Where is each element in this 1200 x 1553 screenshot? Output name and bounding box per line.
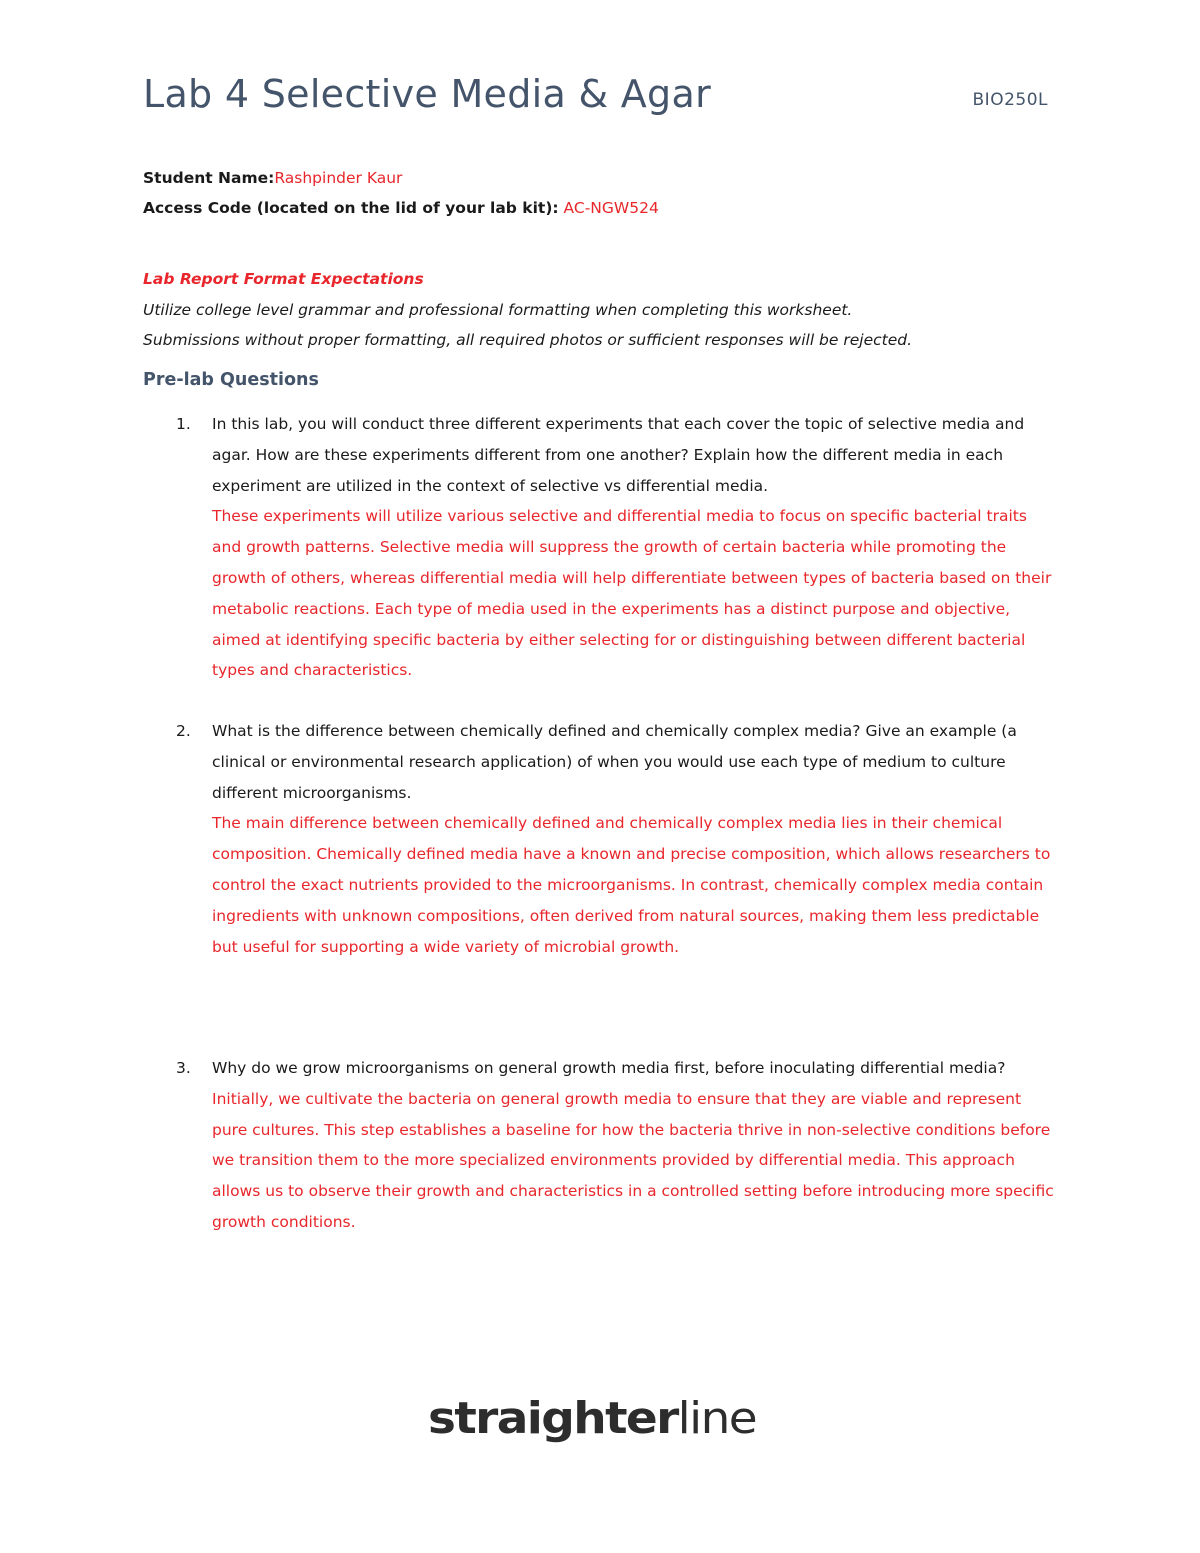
expectations-heading: Lab Report Format Expectations [143, 270, 424, 288]
svg-text:straighterline: straighter line [428, 1393, 752, 1444]
access-code-line [143, 193, 1053, 223]
document-header [143, 70, 1048, 126]
question-number: 1. [176, 415, 191, 433]
question-number: 2. [176, 722, 191, 740]
student-name-value: Rashpinder Kaur [274, 169, 403, 187]
question-body [212, 1053, 1058, 1238]
question-text: Why do we grow microorganisms on general growth media first, before inoculating differential media? [212, 1059, 1006, 1077]
student-info [143, 163, 1053, 223]
format-expectations [143, 264, 1053, 356]
document-title: Lab 4 Selective Media & Agar [143, 72, 711, 116]
question-body [212, 409, 1058, 686]
access-code-value: AC-NGW524 [558, 199, 659, 217]
question-text: In this lab, you will conduct three different experiments that each cover the topic of selective media and agar. How are these experiments different from one another? Explain how the different media in each experiment are utilized in the context of selective vs differential media. [212, 415, 1025, 495]
student-name-line [143, 163, 1053, 193]
course-code: BIO250L [972, 90, 1048, 110]
expectations-line-2: Submissions without proper formatting, all required photos or sufficient responses will be rejected. [143, 331, 913, 349]
student-name-label: Student Name: [143, 169, 275, 187]
expectations-line-1: Utilize college level grammar and professional formatting when completing this worksheet. [143, 300, 853, 319]
question-text: What is the difference between chemically defined and chemically complex media? Give an example (a clinical or environmental research application) of when you would use each type of medium to culture different microorganisms. [212, 722, 1017, 802]
access-code-label: Access Code (located on the lid of your lab kit): [143, 199, 559, 217]
straighterline-logo [428, 1393, 763, 1453]
answer-text: The main difference between chemically defined and chemically complex media lies in their chemical composition. Chemically defined media have a known and precise composition, which allows researchers to control the exact nutrients provided to the microorganisms. In contrast, chemically complex media contain ingredients with unknown compositions, often derived from natural sources, making them less predictable but useful for supporting a wide variety of microbial growth. [212, 814, 1051, 956]
question-body [212, 716, 1058, 962]
answer-text: These experiments will utilize various selective and differential media to focus on specific bacterial traits and growth patterns. Selective media will suppress the growth of certain bacteria while promoting the growth of others, whereas differential media will help differentiate between types of bacteria based on their metabolic reactions. Each type of media used in the experiments has a distinct purpose and objective, aimed at identifying specific bacteria by either selecting for or distinguishing between different bacterial types and characteristics. [212, 507, 1052, 680]
answer-text: Initially, we cultivate the bacteria on general growth media to ensure that they are viable and represent pure cultures. This step establishes a baseline for how the bacteria thrive in non-selective conditions before we transition them to the more specialized environments provided by differential media. This approach allows us to observe their growth and characteristics in a controlled setting before introducing more specific growth conditions. [212, 1089, 1054, 1231]
prelab-heading: Pre-lab Questions [143, 370, 319, 390]
question-number: 3. [176, 1059, 191, 1077]
